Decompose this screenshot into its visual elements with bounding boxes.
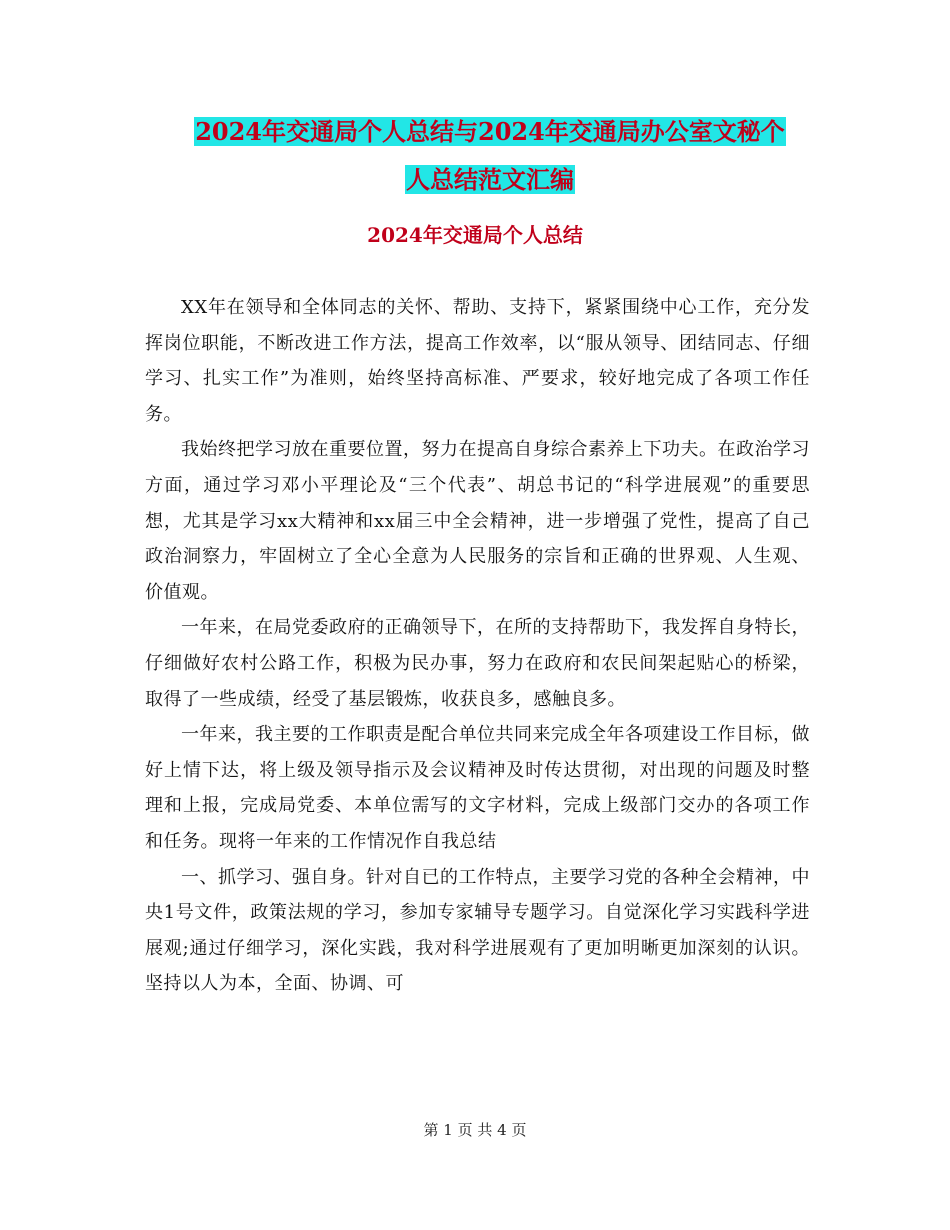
document-title [150,108,830,204]
paragraph-1: XX年在领导和全体同志的关怀、帮助、支持下，紧紧围绕中心工作，充分发挥岗位职能，不断改进工作方法，提高工作效率，以“服从领导、团结同志、仔细学习、扎实工作”为准则，始终坚持高标准、严要求，较好地完成了各项工作任务。 [145,297,810,425]
paragraph-3: 一年来，在局党委政府的正确领导下，在所的支持帮助下，我发挥自身特长，仔细做好农村公路工作，积极为民办事，努力在政府和农民间架起贴心的桥梁，取得了一些成绩，经受了基层锻炼，收获良多，感触良多。 [145,617,810,710]
document-title-line-2: 人总结范文汇编 [406,165,574,194]
paragraph-4: 一年来，我主要的工作职责是配合单位共同来完成全年各项建设工作目标，做好上情下达，将上级及领导指示及会议精神及时传达贯彻，对出现的问题及时整理和上报，完成局党委、本单位需写的文字材料，完成上级部门交办的各项工作和任务。现将一年来的工作情况作自我总结 [145,724,810,852]
document-title-line-1: 2024年交通局个人总结与2024年交通局办公室文秘个 [195,117,785,146]
section-title: 2024年交通局个人总结 [367,223,583,247]
paragraph-2: 我始终把学习放在重要位置，努力在提高自身综合素养上下功夫。在政治学习方面，通过学习邓小平理论及“三个代表”、胡总书记的“科学进展观”的重要思想，尤其是学习xx大精神和xx届三中全会精神，进一步增强了党性，提高了自己政治洞察力，牢固树立了全心全意为人民服务的宗旨和正确的世界观、人生观、价值观。 [145,439,810,603]
page-footer: 第 1 页 共 4 页 [423,1121,527,1139]
document-body [145,290,810,1002]
paragraph-5: 一、抓学习、强自身。针对自已的工作特点，主要学习党的各种全会精神，中央1号文件，政策法规的学习，参加专家辅导专题学习。自觉深化学习实践科学进展观;通过仔细学习，深化实践，我对科学进展观有了更加明晰更加深刻的认识。坚持以人为本，全面、协调、可 [145,866,810,995]
